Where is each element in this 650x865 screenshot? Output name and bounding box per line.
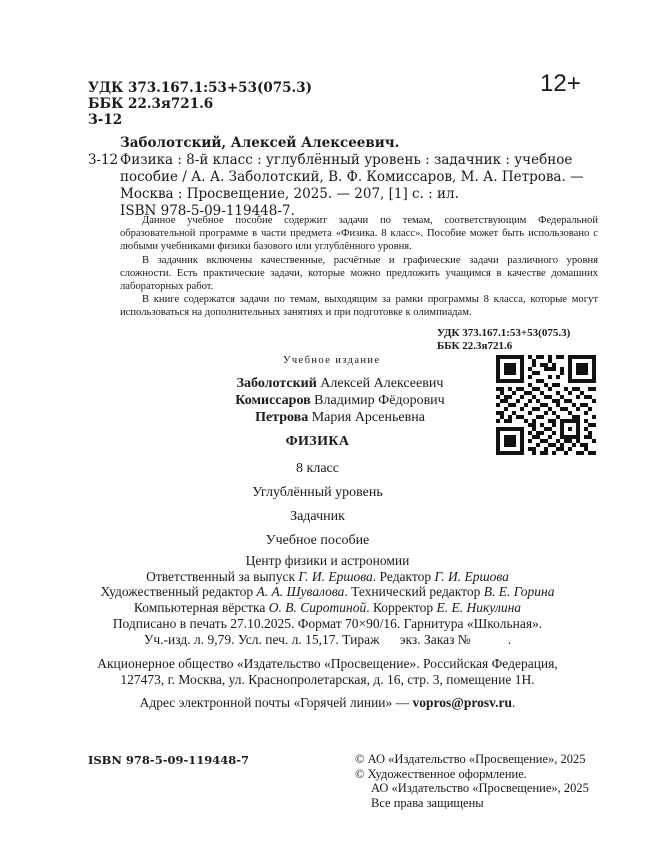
bib-author-heading: Заболотский, Алексей Алексеевич. (120, 135, 400, 151)
bib-line: Физика : 8-й класс : углублённый уровень : задачник : учебное (120, 152, 573, 168)
credits-center: Центр физики и астрономии (245, 553, 410, 568)
bottom-udk-code: УДК 373.167.1:53+53(075.3) (437, 327, 571, 339)
book-kind: Задачник (290, 509, 345, 524)
edition-type: Учебное издание (283, 355, 381, 366)
author-surname: Петрова (255, 410, 309, 425)
author-entry (200, 392, 480, 409)
email-address: vopros@prosv.ru (412, 695, 513, 710)
udk-code: УДК 373.167.1:53+53(075.3) (88, 80, 313, 96)
classification-codes (88, 80, 312, 128)
credit-label: Компьютерная вёрстка (133, 599, 269, 615)
level: Углублённый уровень (252, 485, 383, 500)
grade: 8 класс (296, 461, 339, 476)
author-given-name: Мария Арсеньевна (308, 410, 425, 425)
credits-line (80, 600, 575, 616)
hotline-email (80, 695, 575, 711)
credit-name: А. А. Шувалова (256, 584, 345, 599)
bibliographic-description (120, 152, 600, 220)
publisher-info (80, 656, 575, 688)
author-surname: Комиссаров (235, 393, 311, 408)
print-line: Уч.-изд. л. 9,79. Усл. печ. л. 15,17. Тираж экз. Заказ № . (143, 631, 512, 647)
author-given-name: Владимир Фёдорович (310, 393, 445, 408)
copyright-line: © Художественное оформление. (355, 766, 527, 781)
credit-label: Художественный редактор (100, 584, 257, 599)
credit-name: Г. И. Ершова (434, 568, 509, 584)
credit-name: В. Е. Горина (483, 584, 555, 599)
bib-line: Москва : Просвещение, 2025. — 207, [1] с. : ил. (120, 186, 459, 202)
isbn: ISBN 978-5-09-119448-7 (88, 753, 250, 767)
age-rating: 12+ (540, 70, 581, 97)
copyright-block (355, 752, 589, 810)
author-entry (200, 375, 480, 392)
credits-line (80, 569, 575, 585)
email-label: Адрес электронной почты «Горячей линии» — (139, 695, 413, 710)
email-tail: . (512, 695, 516, 710)
bottom-classification-codes (437, 327, 570, 353)
credits-line (80, 584, 575, 600)
abstract-paragraph: В книге содержатся задачи по темам, выходящим за рамки программы 8 класса, которые могут использоваться на дополнительных занятиях и при подготовке к олимпиадам. (120, 294, 598, 319)
credit-name: Г. И. Ершова (298, 568, 373, 584)
bib-left-mark: З-12 (88, 152, 119, 168)
copyright-line: © АО «Издательство «Просвещение», 2025 (355, 752, 586, 766)
credit-label: . Редактор (372, 568, 435, 584)
bottom-bbk-code: ББК 22.3я721.6 (437, 340, 513, 352)
print-line: Подписано в печать 27.10.2025. Формат 70×90/16. Гарнитура «Школьная». (112, 616, 543, 631)
copyright-line: Все права защищены (371, 795, 484, 810)
abstract-paragraph: Данное учебное пособие содержит задачи по темам, соответствующим Федеральной образовательной программе в части предмета «Физика. 8 класс». Пособие может быть использовано с любыми учебниками физики базового или углублённого уровня. (120, 215, 598, 253)
author-entry (200, 409, 480, 426)
print-info (80, 616, 575, 647)
author-surname: Заболотский (236, 376, 317, 391)
abstract-paragraph: В задачник включены качественные, расчётные и графические задачи различного уровня сложности. Есть практические задачи, которые можно предложить учащимся в качестве домашних лабораторных работ. (120, 254, 598, 293)
qr-code-image (496, 355, 596, 455)
copyright-line: АО «Издательство «Просвещение», 2025 (371, 781, 589, 795)
abstract (120, 214, 598, 320)
author-given-name: Алексей Алексеевич (316, 376, 444, 391)
credit-label: . Технический редактор (344, 584, 484, 599)
bib-line: ISBN 978-5-09-119448-7. (120, 203, 295, 219)
author-mark: З-12 (88, 112, 123, 128)
credit-label: . Корректор (366, 599, 437, 615)
credit-name: О. В. Сиротиной (268, 599, 367, 615)
credits (80, 553, 575, 615)
credit-label: Ответственный за выпуск (146, 568, 299, 584)
bib-line: пособие / А. А. Заболотский, В. Ф. Комиссаров, М. А. Петрова. — (120, 169, 584, 185)
credit-name: Е. Е. Никулина (436, 599, 522, 615)
bbk-code: ББК 22.3я721.6 (88, 96, 214, 112)
publisher-line: 127473, г. Москва, ул. Краснопролетарская, д. 16, стр. 3, помещение 1Н. (120, 672, 535, 687)
book-genre: Учебное пособие (265, 533, 370, 548)
book-title: ФИЗИКА (285, 434, 350, 449)
authors-list (200, 375, 480, 426)
publisher-line: Акционерное общество «Издательство «Просвещение». Российская Федерация, (97, 656, 558, 671)
